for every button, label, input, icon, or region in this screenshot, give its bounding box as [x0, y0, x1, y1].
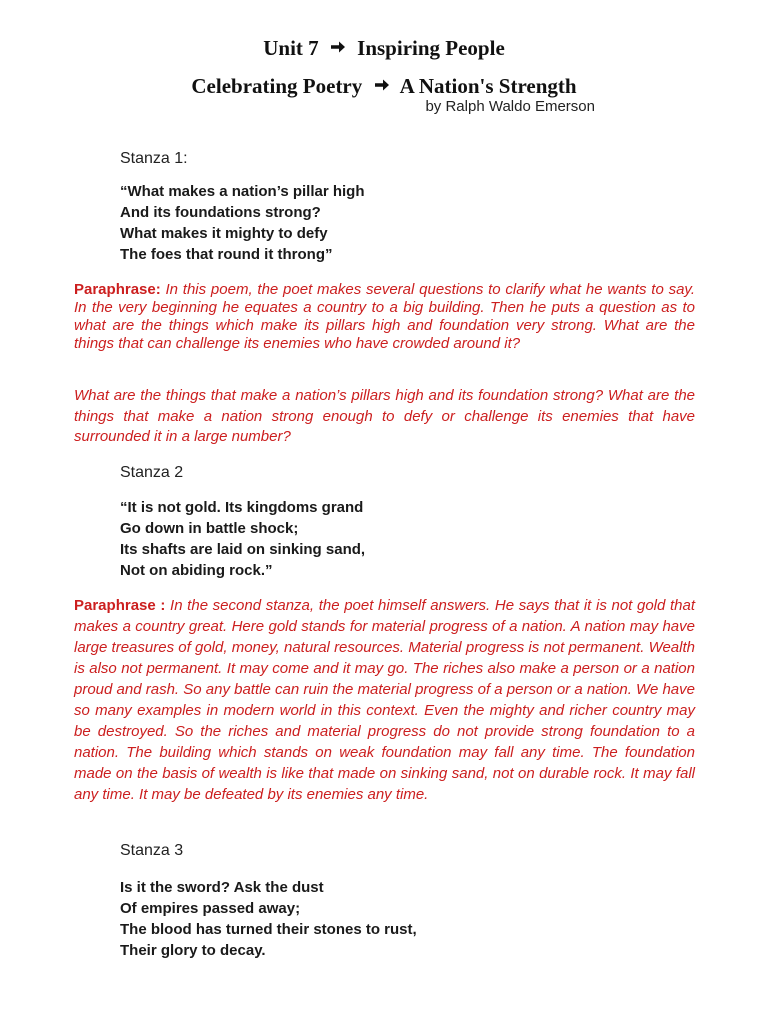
paraphrase-separator: :	[155, 281, 161, 298]
paraphrase-text: In the second stanza, the poet himself answers. He says that it is not gold that makes a country great. Here gold stands for material progress of a nation. A nation may have large treasures of gold, money, natural resources. Material progress is not permanent. Wealth is also not permanent. It may come and it may go. The riches also make a person or a nation proud and rash. So any battle can ruin the material progress of a person or a nation. We have so many examples in modern world in this context. Even the mighty and richer country may be destroyed. So the riches and material progress do not provide strong foundation to a nation. The building which stands on weak foundation may fall any time. The foundation made on the basis of wealth is like that made on sinking sand, not on durable rock. It may fall any time. It may be defeated by its enemies any time.	[74, 597, 696, 803]
stanza-label: Stanza 3	[120, 842, 184, 859]
stanza-label: Stanza 2	[120, 464, 184, 481]
paraphrase-text: In this poem, the poet makes several questions to clarify what he wants to say. In the very beginning he equates a country to a big building. Then he puts a question as to what are the things which make its pillars high and foundation very strong. What are the things that can challenge its enemies who have crowded around it?	[74, 281, 695, 352]
verse-line: What makes it mighty to defy	[120, 225, 328, 242]
paraphrase-block	[74, 281, 695, 353]
verse-line: Not on abiding rock.”	[120, 562, 273, 579]
verse-line: Go down in battle shock;	[120, 520, 299, 537]
verse-line: Its shafts are laid on sinking sand,	[120, 541, 366, 558]
paraphrase-lead: Paraphrase	[74, 281, 156, 298]
stanza-verse	[120, 877, 417, 961]
verse-line: Their glory to decay.	[120, 942, 266, 959]
verse-line: The blood has turned their stones to rust,	[120, 921, 417, 938]
paraphrase-block	[74, 386, 695, 448]
right-arrow-icon	[330, 36, 346, 61]
section-name: Celebrating Poetry	[191, 74, 363, 98]
stanza-verse	[120, 497, 365, 581]
verse-line: “What makes a nation’s pillar high	[120, 183, 365, 200]
unit-number: Unit 7	[263, 36, 319, 60]
verse-line: “It is not gold. Its kingdoms grand	[120, 499, 364, 516]
unit-title	[0, 36, 768, 61]
paraphrase-separator: :	[155, 597, 166, 614]
stanza-label: Stanza 1:	[120, 150, 188, 167]
stanza-verse	[120, 181, 365, 265]
verse-line: And its foundations strong?	[120, 204, 321, 221]
paraphrase-text: What are the things that make a nation’s pillars high and its foundation strong? What are the things that make a nation strong enough to defy or challenge its enemies that have surrounded it in a large number?	[74, 387, 695, 445]
verse-line: The foes that round it throng”	[120, 246, 333, 263]
verse-line: Is it the sword? Ask the dust	[120, 879, 324, 896]
paraphrase-lead: Paraphrase	[74, 597, 156, 614]
right-arrow-icon	[374, 74, 390, 99]
poem-heading	[0, 74, 768, 99]
verse-line: Of empires passed away;	[120, 900, 301, 917]
poem-author: by Ralph Waldo Emerson	[425, 98, 595, 115]
unit-topic: Inspiring People	[357, 36, 505, 60]
poem-title: A Nation's Strength	[399, 74, 577, 98]
paraphrase-block	[74, 595, 695, 805]
